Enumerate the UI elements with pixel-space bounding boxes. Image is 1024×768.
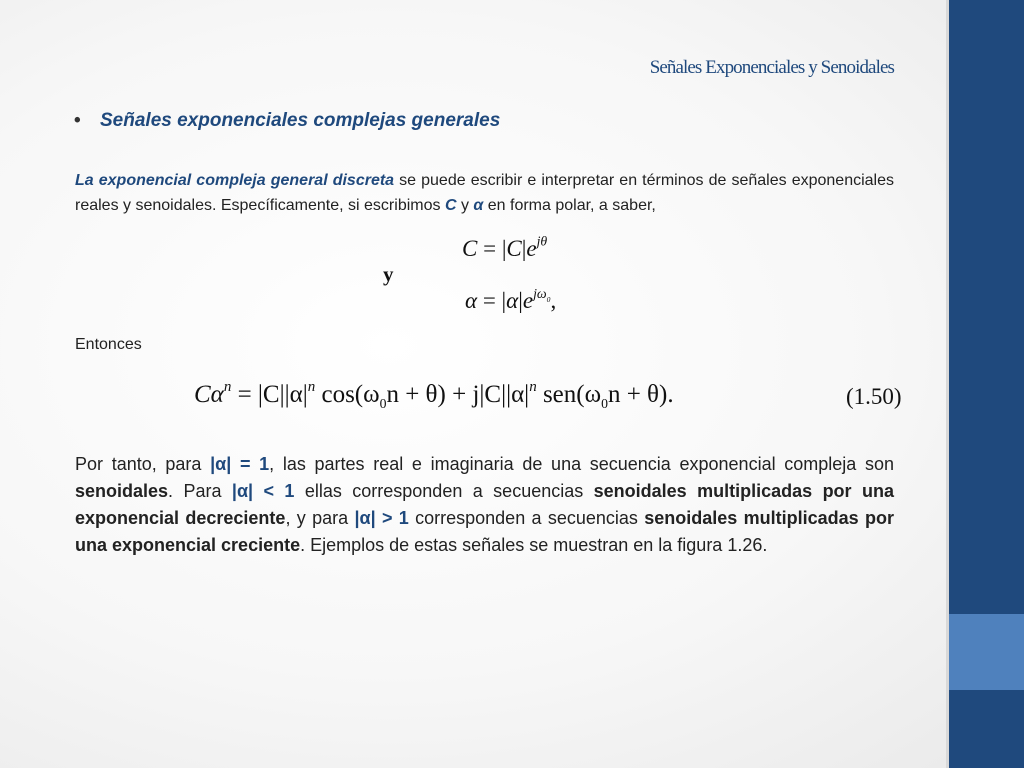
eq1-equals: = | (477, 236, 507, 261)
main-eq-part5: n + θ). (607, 381, 674, 408)
conclusion-text-4: ellas corresponden a secuencias (294, 481, 594, 501)
equation-c-polar (462, 233, 548, 262)
eq2-exponent-text: jω (533, 285, 547, 301)
eq2-alpha: α (506, 288, 519, 313)
intro-y: y (456, 197, 474, 214)
eq1-e: e (526, 236, 537, 261)
bold-creciente: senoidales multiplicadas por una exponencial creciente (75, 508, 894, 555)
sidebar-light-block (949, 614, 1024, 690)
eq2-lhs: α (465, 288, 478, 313)
eq1-C: C (506, 236, 522, 261)
intro-paragraph (75, 168, 894, 218)
main-eq-sub-a: 0 (379, 396, 387, 411)
equation-number: (1.50) (846, 384, 902, 409)
main-equation (194, 378, 674, 411)
eq2-bar: | (518, 288, 523, 313)
main-eq-n1: n (223, 378, 232, 395)
eq2-comma: , (550, 288, 557, 313)
intro-text-1: se puede escribir e interpretar en términos de señales exponenciales reales y senoidales. Específicamente, si escribimos (75, 172, 894, 214)
eq2-e: e (522, 288, 534, 313)
condition-lt-1: |α| < 1 (231, 481, 295, 501)
main-eq-part3: n + θ) + j|C||α| (386, 381, 530, 408)
main-eq-part2: cos(ω (315, 381, 380, 408)
main-eq-lhs: Cα (194, 381, 224, 408)
main-eq-part4: sen(ω (536, 381, 602, 408)
condition-gt-1: |α| > 1 (354, 508, 409, 528)
slide-title: Señales Exponenciales y Senoidales (649, 57, 894, 78)
conclusion-text-1: Por tanto, para (75, 454, 211, 474)
main-eq-n2: n (307, 378, 316, 395)
bullet-mark: • (74, 110, 81, 131)
eq1-lhs: C (462, 236, 478, 261)
intro-text-2: en forma polar, a saber, (483, 197, 656, 214)
conclusion-text-5: , y para (285, 508, 355, 528)
bullet-heading-text: Señales exponenciales complejas generales (100, 110, 501, 131)
intro-lead: La exponencial compleja general discreta (75, 172, 395, 189)
bullet-heading (74, 110, 500, 132)
intro-alpha: α (473, 197, 484, 214)
main-eq-n3: n (529, 378, 537, 395)
intro-C: C (444, 197, 457, 214)
eq2-exponent-sub: 0 (546, 294, 551, 304)
entonces-label: Entonces (75, 336, 142, 353)
bold-senoidales: senoidales (75, 481, 169, 501)
main-eq-sub-b: 0 (601, 396, 608, 411)
conclusion-text-3: . Para (168, 481, 232, 501)
eq1-exponent: jθ (536, 233, 548, 249)
conclusion-text-7: . Ejemplos de estas señales se muestran en la figura 1.26. (300, 535, 768, 555)
bold-decreciente: senoidales multiplicadas por una exponencial decreciente (75, 481, 894, 528)
equation-alpha-polar (465, 285, 557, 314)
eq2-equals: = | (477, 288, 507, 313)
main-eq-part1: = |C||α| (231, 381, 308, 408)
condition-eq-1: |α| = 1 (210, 454, 270, 474)
conclusion-text-2: , las partes real e imaginaria de una secuencia exponencial compleja son (269, 454, 894, 474)
eq1-bar: | (521, 236, 527, 261)
eq2-exponent (533, 285, 551, 304)
conclusion-paragraph (75, 451, 894, 559)
equation-y-label: y (383, 262, 394, 286)
conclusion-text-6: corresponden a secuencias (408, 508, 645, 528)
